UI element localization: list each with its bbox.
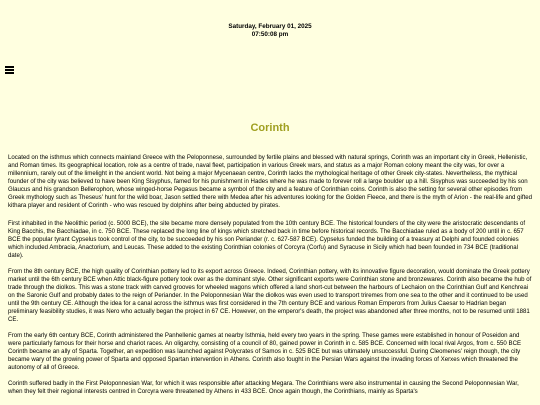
hamburger-menu-icon[interactable] <box>5 66 14 74</box>
page-title: Corinth <box>250 122 290 134</box>
date-text: Saturday, February 01, 2025 <box>228 23 312 30</box>
paragraph-intro: Located on the isthmus which connects mainland Greece with the Peloponnese, surrounded by fertile plains and blessed with natural springs, Corinth was an important city in Greek, Hellenistic, and Roman times. Its geographical location, role as a centre of trade, naval fleet, participation in various Greek wars, and status as a major Roman colony meant the city was, for over a millennium, rarely out of the limelight in the ancient world. Not being a major Mycenaean centre, Corinth lacks the mythological heritage of other Greek city-states. Nevertheless, the mythical founder of the city was believed to have been King Sisyphus, famed for his punishment in Hades where he was made to forever roll a large boulder up a hill. Sisyphus was succeeded by his son Glaucus and his grandson Bellerophon, whose winged-horse Pegasus became a symbol of the city and a feature of Corinthian coins. Corinth is also the setting for several other episodes from Greek mythology such as Theseus' hunt for the wild boar, Jason settled there with Medea after his adventures looking for the Golden Fleece, and there is the myth of Arion - the real-life and gifted kithara player and resident of Corinth - who was rescued by dolphins after being abducted by pirates. <box>8 154 533 209</box>
article-body <box>8 154 534 404</box>
menu-bar <box>5 66 14 68</box>
time-text: 07:50:08 pm <box>251 31 289 38</box>
paragraph-history: First inhabited in the Neolithic period (c. 5000 BCE), the site became more densely populated from the 10th century BCE. The historical founders of the city were the aristocratic descendants of King Bacchis, the Bacchiadae, in c. 750 BCE. These replaced the long line of kings which stretched back in time before historical records. The Bacchiadae ruled as a body of 200 until in c. 657 BCE the popular tyrant Cypselus took control of the city, to be succeeded by his son Periander (r. c. 627-587 BCE). Cypselus funded the building of a treasury at Delphi and founded colonies which included Ambracia, Anactorium, and Leucas. These added to the existing Corinthian colonies of Corcyra (Corfu) and Syracuse in Sicily which had been founded in 734 BCE (traditional date). <box>8 220 526 259</box>
paragraph-games: From the early 6th century BCE, Corinth administered the Panhellenic games at nearby Isthmia, held every two years in the spring. These games were established in honour of Poseidon and were particularly famous for their horse and chariot races. An oligarchy, consisting of a council of 80, gained power in Corinth in c. 585 BCE. Concerned with local rival Argos, from c. 550 BCE Corinth became an ally of Sparta. Together, an expedition was launched against Polycrates of Samos in c. 525 BCE but was ultimately unsuccessful. During Cleomenes' reign though, the city became wary of the growing power of Sparta and opposed Spartan intervention in Athens. Corinth also fought in the Persian Wars against the invading forces of Xerxes which threatened the autonomy of all of Greece. <box>8 332 522 371</box>
menu-bar <box>5 69 14 71</box>
menu-bar <box>5 72 14 74</box>
paragraph-war: Corinth suffered badly in the First Peloponnesian War, for which it was responsible after attacking Megara. The Corinthians were also instrumental in causing the Second Peloponnesian War, when they felt their regional interests centred in Corcyra were threatened by Athens in 433 BCE. Once again though, the Corinthians, mainly as Sparta's <box>8 380 519 395</box>
paragraph-pottery: From the 8th century BCE, the high quality of Corinthian pottery led to its export across Greece. Indeed, Corinthian pottery, with its innovative figure decoration, would dominate the Greek pottery market until the 6th century BCE when Attic black-figure pottery took over as the dominant style. Other significant exports were Corinthian stone and bronzewares. Corinth also became the hub of trade through the diolkos. This was a stone track with carved grooves for wheeled wagons which offered a land short-cut between the harbours of Lechaion on the Corinthian Gulf and Kenchreai on the Saronic Gulf and probably dates to the reign of Periander. In the Peloponnesian War the diolkos was even used to transport triremes from one sea to the other and it continued to be used until the 9th century CE. Although the idea for a canal across the isthmus was first considered in the 7th century BCE and various Roman Emperors from Julius Caesar to Hadrian began preliminary feasibility studies, it was Nero who actually began the project in 67 CE. However, on the emperor's death, the project was abandoned after three months, not to be resumed until 1881 CE. <box>8 268 532 323</box>
datetime-display <box>0 23 540 39</box>
